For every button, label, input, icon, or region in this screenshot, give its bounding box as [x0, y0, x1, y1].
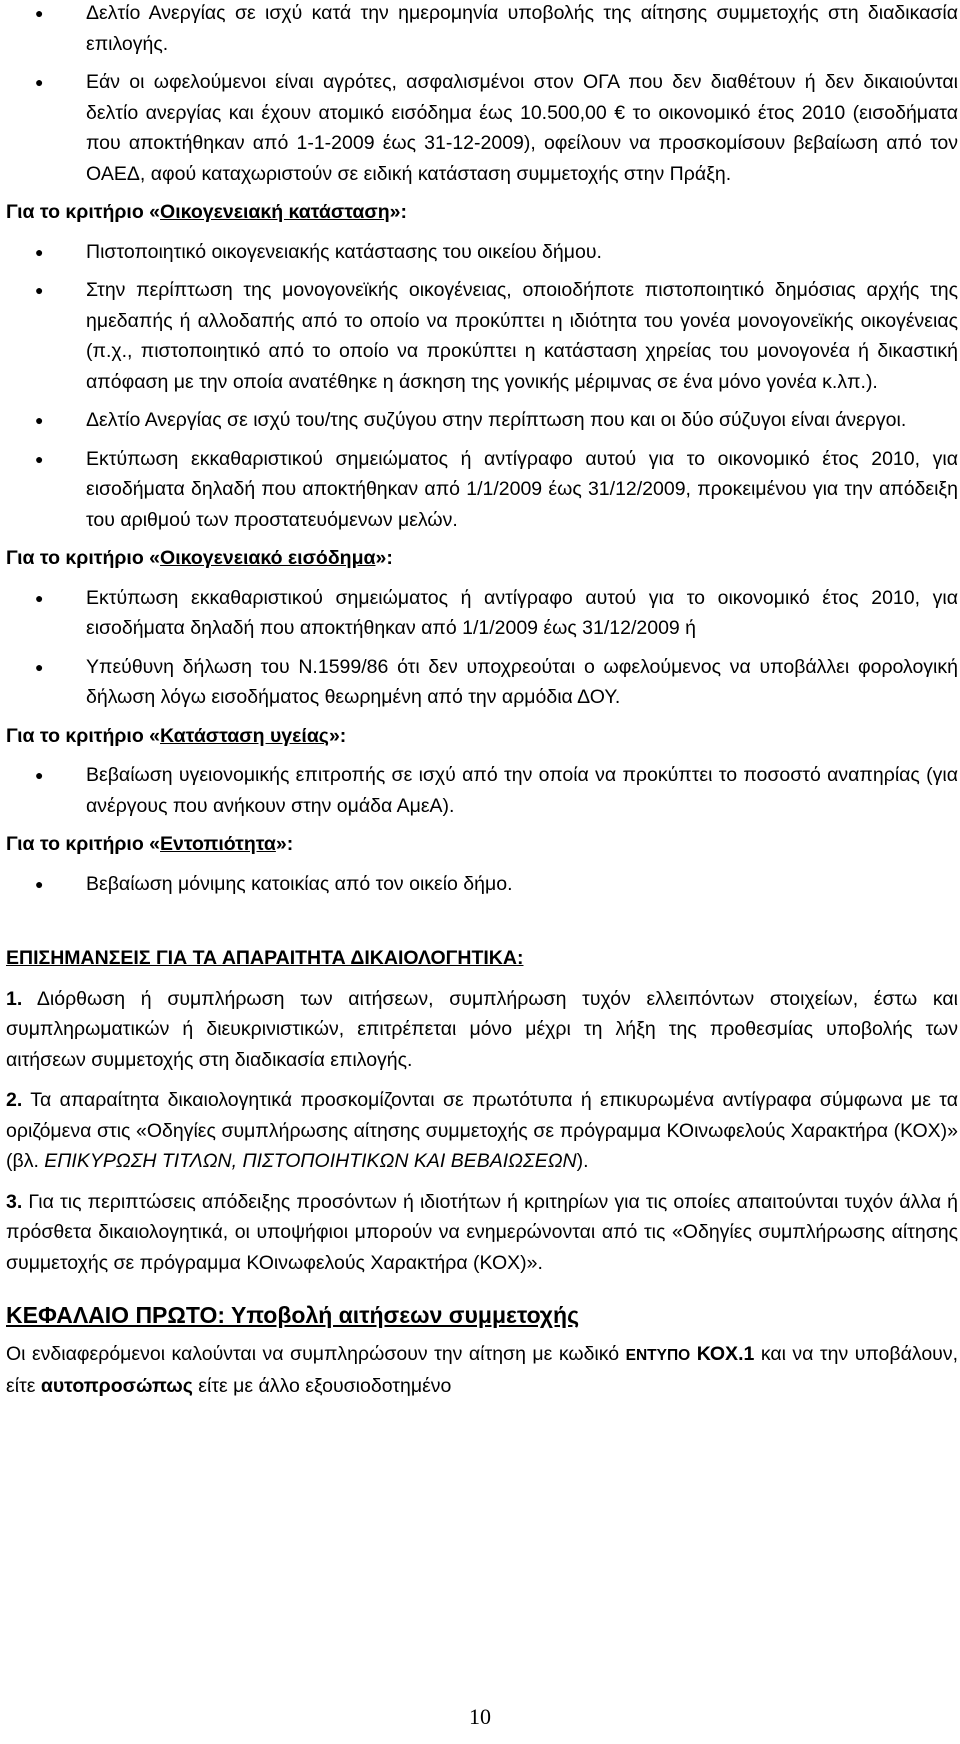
bullet-icon: ● [35, 450, 44, 467]
list-item: ● Εκτύπωση εκκαθαριστικού σημειώματος ή αντίγραφο αυτού για το οικονομικό έτος 2010, για εισοδήματα δηλαδή που αποκτήθηκαν από 1/1/2009 έως 31/12/2009, προκειμένου για την απόδειξη του αριθμού των προστατευόμενων μελών. [6, 444, 958, 536]
bullet-icon: ● [35, 658, 44, 675]
criterion-heading: Για το κριτήριο «Εντοπιότητα»: [6, 833, 294, 855]
list-item: ● Εάν οι ωφελούμενοι είναι αγρότες, ασφαλισμένοι στον ΟΓΑ που δεν διαθέτουν ή δεν δικαιούνται δελτίο ανεργίας και έχουν ατομικό εισόδημα έως 10.500,00 € το οικονομικό έτος 2010 (εισοδήματα που αποκτήθηκαν από 1-1-2009 έως 31-12-2009), οφείλουν να προσκομίσουν βεβαίωση από τον ΟΑΕΔ, αφού καταχωριστούν σε ειδική κατάσταση συμμετοχής στην Πράξη. [6, 67, 958, 189]
document-page [6, 0, 958, 1402]
bullet-icon: ● [35, 412, 44, 428]
bullet-icon: ● [35, 5, 44, 21]
list-item: ● Βεβαίωση μόνιμης κατοικίας από τον οικείο δήμο. [6, 869, 958, 900]
bullet-icon: ● [35, 74, 44, 90]
criterion-heading: Για το κριτήριο «Οικογενειακό εισόδημα»: [6, 547, 393, 569]
note-paragraph: 3. Για τις περιπτώσεις απόδειξης προσόντων ή ιδιοτήτων ή κριτηρίων για τις οποίες απαιτούνται τυχόν άλλα ή πρόσθετα δικαιολογητικά, οι υποψήφιοι μπορούν να ενημερώνονται από τις «Οδηγίες συμπλήρωσης αίτησης συμμετοχής σε πρόγραμμα ΚΟινωφελούς Χαρακτήρα (ΚΟΧ)». [6, 1190, 959, 1274]
list-item: ● Δελτίο Ανεργίας σε ισχύ του/της συζύγου στην περίπτωση που και οι δύο σύζυγοι είναι άνεργοι. [6, 405, 958, 436]
list-item: ● Δελτίο Ανεργίας σε ισχύ κατά την ημερομηνία υποβολής της αίτησης συμμετοχής στη διαδικασία επιλογής. [6, 0, 958, 59]
note-paragraph: 2. Τα απαραίτητα δικαιολογητικά προσκομίζονται σε πρωτότυπα ή επικυρωμένα αντίγραφα σύμφωνα με τα οριζόμενα στις «Οδηγίες συμπλήρωσης αίτησης συμμετοχής σε πρόγραμμα ΚΟινωφελούς Χαρακτήρα (ΚΟΧ)» (βλ. ΕΠΙΚΥΡΩΣΗ ΤΙΤΛΩΝ, ΠΙΣΤΟΠΟΙΗΤΙΚΩΝ ΚΑΙ ΒΕΒΑΙΩΣΕΩΝ). [6, 1089, 958, 1172]
list-item: ● Πιστοποιητικό οικογενειακής κατάστασης του οικείου δήμου. [6, 237, 958, 268]
list-item: ● Εκτύπωση εκκαθαριστικού σημειώματος ή αντίγραφο αυτού για το οικονομικό έτος 2010, για εισοδήματα δηλαδή που αποκτήθηκαν από 1/1/2009 έως 31/12/2009 ή [6, 583, 958, 644]
criterion-list [6, 760, 958, 821]
chapter-heading: ΚΕΦΑΛΑΙΟ ΠΡΩΤΟ: Υποβολή αιτήσεων συμμετοχής [6, 1302, 580, 1328]
bullet-icon: ● [35, 589, 44, 606]
criterion-list [6, 869, 958, 900]
page-number: 10 [469, 1704, 491, 1729]
top-bullet-list [6, 0, 958, 189]
notes-title: ΕΠΙΣΗΜΑΝΣΕΙΣ ΓΙΑ ΤΑ ΑΠΑΡΑΙΤΗΤΑ ΔΙΚΑΙΟΛΟΓΗΤΙΚΑ: [6, 947, 524, 969]
intro-paragraph: Οι ενδιαφερόμενοι καλούνται να συμπληρώσουν την αίτηση με κωδικό ΕΝΤΥΠΟ ΚΟΧ.1 και να την υποβάλουν, είτε αυτοπροσώπως είτε με άλλο εξουσιοδοτημένο [6, 1342, 959, 1397]
list-item: ● Βεβαίωση υγειονομικής επιτροπής σε ισχύ από την οποία να προκύπτει το ποσοστό αναπηρίας (για ανέργους που ανήκουν στην ομάδα ΑμεΑ). [6, 760, 958, 821]
criterion-list [6, 237, 958, 536]
list-item: ● Υπεύθυνη δήλωση του Ν.1599/86 ότι δεν υποχρεούται ο ωφελούμενος να υποβάλλει φορολογική δήλωση λόγω εισοδήματος θεωρημένη από την αρμόδια ΔΟΥ. [6, 652, 958, 713]
bullet-icon: ● [35, 243, 44, 260]
bullet-icon: ● [35, 875, 44, 892]
note-paragraph: 1. Διόρθωση ή συμπλήρωση των αιτήσεων, συμπλήρωση τυχόν ελλειπόντων στοιχείων, έστω και συμπληρωματικών ή διευκρινιστικών, επιτρέπεται μόνο μέχρι τη λήξη της προθεσμίας υποβολής των αιτήσεων συμμετοχής στη διαδικασία επιλογής. [6, 987, 958, 1071]
bullet-icon: ● [35, 767, 44, 783]
bullet-icon: ● [35, 282, 44, 298]
criterion-heading: Για το κριτήριο «Κατάσταση υγείας»: [6, 724, 347, 747]
criterion-heading: Για το κριτήριο «Οικογενειακή κατάσταση»: [6, 201, 408, 223]
criterion-list [6, 583, 958, 713]
list-item: ● Στην περίπτωση της μονογονεϊκής οικογένειας, οποιοδήποτε πιστοποιητικό δημόσιας αρχής της ημεδαπής ή αλλοδαπής από το οποίο να προκύπτει η ιδιότητα του γονέα μονογονεϊκής οικογένειας (π.χ., πιστοποιητικό από το οποίο να προκύπτει η κατάσταση χηρείας του μονογονέα ή δικαστική απόφαση με την οποία ανατέθηκε η άσκηση της γονικής μέριμνας σε ένα μόνο γονέα κ.λπ.). [6, 275, 958, 397]
